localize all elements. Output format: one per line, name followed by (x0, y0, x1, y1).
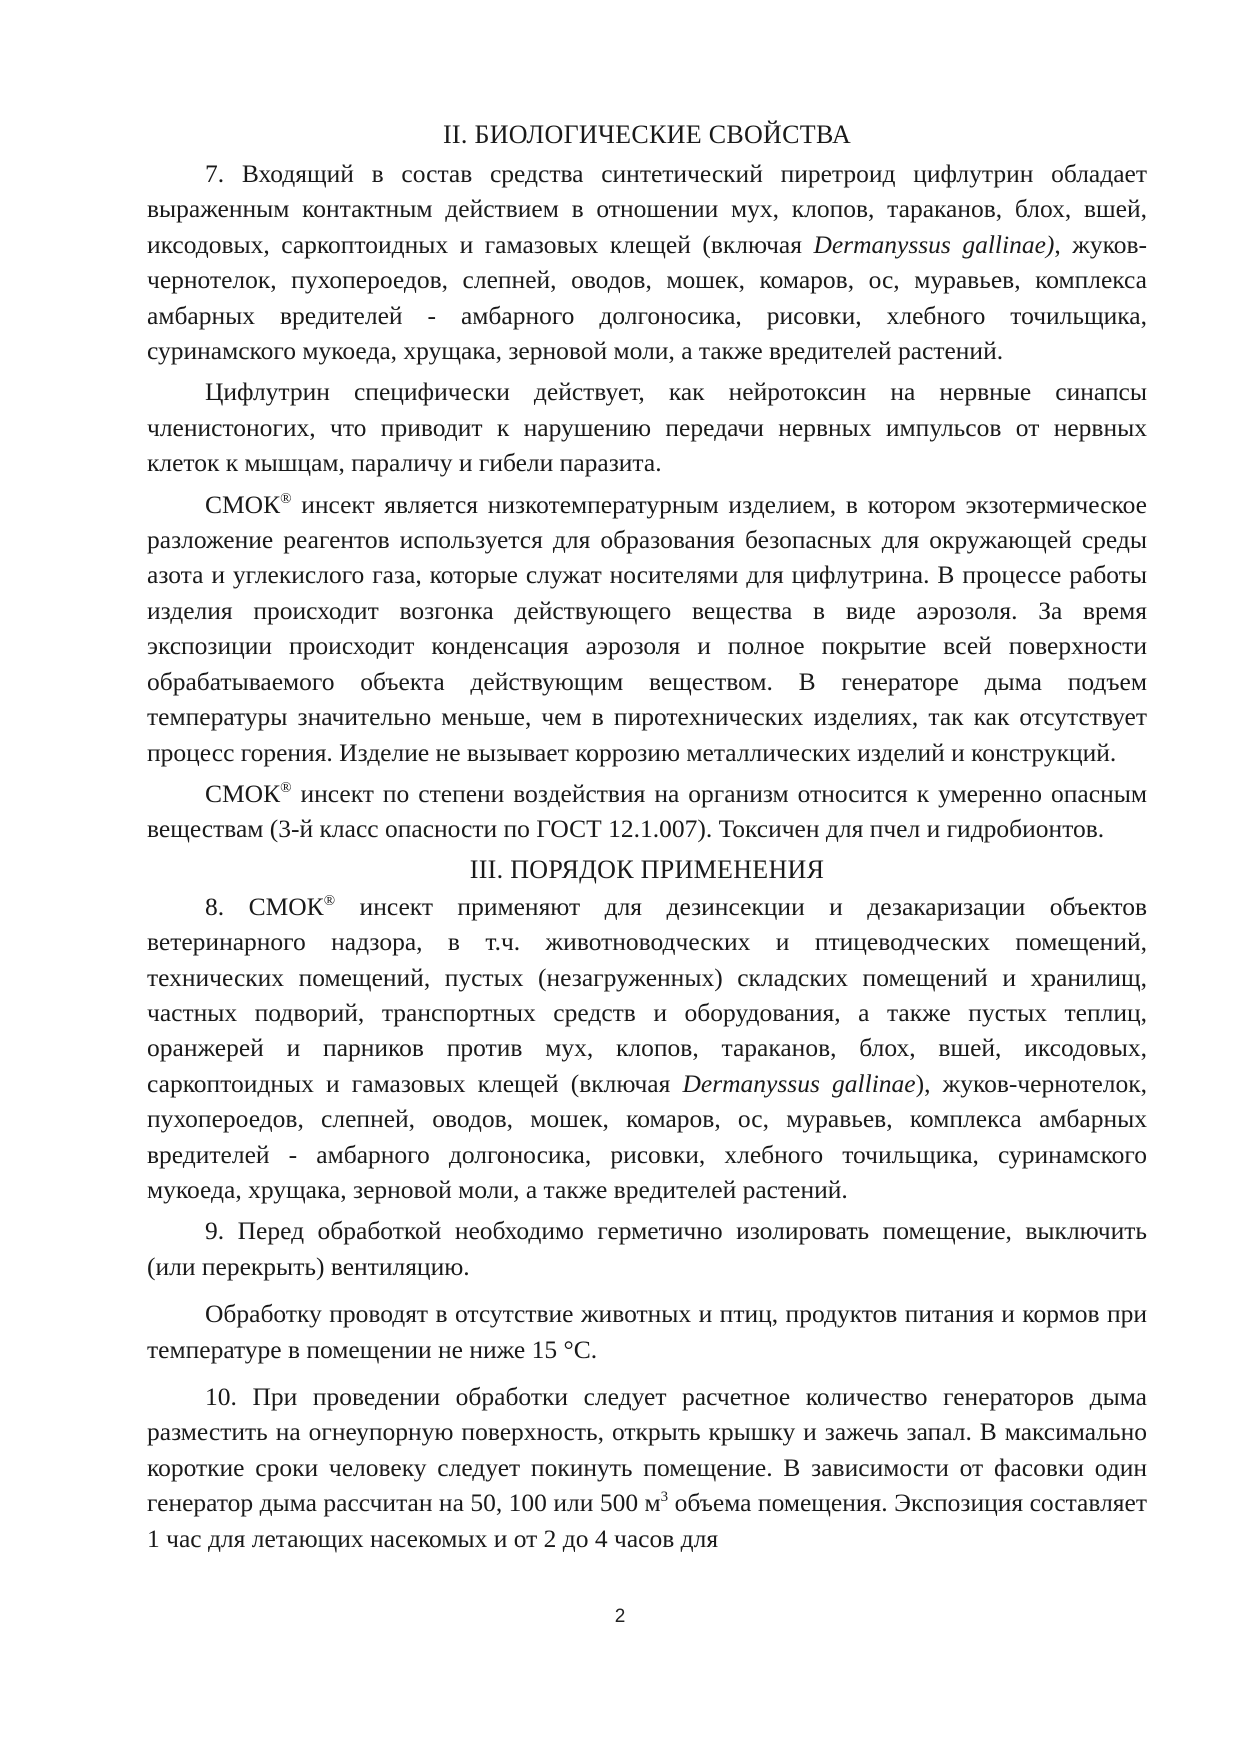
paragraph-8 (147, 889, 1147, 1208)
paragraph-processing-conditions: Обработку проводят в отсутствие животных и птиц, продуктов питания и кормов при температуре в помещении не ниже 15 °С. (147, 1299, 1147, 1364)
species-name-italic: Dermanyssus gallinae (682, 1068, 916, 1098)
paragraph-8-text-b: ), жуков-чернотелок, пухопероедов, слепней, оводов, мошек, комаров, ос, муравьев, комплекса амбарных вредителей - амбарного долгоносика, рисовки, хлебного точильщика, суринамского мукоеда, хрущака, зерновой моли, а также вредителей растений. (147, 1068, 1148, 1204)
document-page (147, 118, 1147, 1564)
paragraph-7-text-b: , жуков-чернотелок, пухопероедов, слепней, оводов, мошек, комаров, ос, муравьев, комплекса амбарных вредителей - амбарного долгоносика, рисовки, хлебного точильщика, суринамского мукоеда, хрущака, зерновой моли, а также вредителей растений. (147, 229, 1147, 366)
section-heading-application-procedure: III. ПОРЯДОК ПРИМЕНЕНИЯ (469, 854, 825, 884)
species-name-italic: Dermanyssus gallinae) (813, 229, 1055, 259)
paragraph-8-text-a: инсект применяют для дезинсекции и дезакаризации объектов ветеринарного надзора, в т.ч. животноводческих и птицеводческих помещений, технических помещений, пустых (незагруженных) складских помещений и хранилищ, частных подворий, транспортных средств и оборудования, а также пустых теплиц, оранжерей и парников против мух, клопов, тараканов, блох, вшей, иксодовых, саркоптоидных и гамазовых клещей (включая (147, 891, 1147, 1098)
paragraph-10-text-b: объема помещения. Экспозиция составляет 1 час для летающих насекомых и от 2 до 4 часов для (147, 1488, 1147, 1553)
registered-mark: ® (280, 490, 292, 507)
paragraph-cyfluthrin-action: Цифлутрин специфически действует, как нейротоксин на нервные синапсы членистоногих, что приводит к нарушению передачи нервных импульсов от нервных клеток к мышцам, параличу и гибели паразита. (147, 377, 1147, 478)
brand-name: СМОК (205, 489, 281, 519)
registered-mark: ® (323, 892, 336, 909)
paragraph-7 (147, 156, 1147, 368)
paragraph-8-prefix: 8. СМОК (205, 891, 324, 921)
paragraph-smok-hazard-class (147, 776, 1147, 847)
paragraph-7-text-a: 7. Входящий в состав средства синтетический пиретроид цифлутрин обладает выраженным контактным действием в отношении мух, клопов, тараканов, блох, вшей, иксодовых, саркоптоидных и гамазовых клещей (включая (147, 159, 1147, 259)
brand-name: СМОК (205, 778, 281, 808)
paragraph-9: 9. Перед обработкой необходимо герметично изолировать помещение, выключить (или перекрыть) вентиляцию. (147, 1216, 1147, 1281)
cubic-superscript: 3 (660, 1489, 669, 1506)
page-number: 2 (614, 1606, 626, 1627)
registered-mark: ® (280, 779, 292, 796)
paragraph-10 (147, 1379, 1147, 1556)
paragraph-10-text-a: 10. При проведении обработки следует расчетное количество генераторов дыма разместить на огнеупорную поверхность, открыть крышку и зажечь запал. В максимально короткие сроки человеку следует покинуть помещение. В зависимости от фасовки один генератор дыма рассчитан на 50, 100 или 500 м (147, 1382, 1147, 1518)
paragraph-smok-description-text: инсект является низкотемпературным изделием, в котором экзотермическое разложение реагентов используется для образования безопасных для окружающей среды азота и углекислого газа, которые служат носителями для цифлутрина. В процессе работы изделия происходит возгонка действующего вещества в виде аэрозоля. За время экспозиции происходит конденсация аэрозоля и полное покрытие всей поверхности обрабатываемого объекта действующим веществом. В генераторе дыма подъем температуры значительно меньше, чем в пиротехнических изделиях, так как отсутствует процесс горения. Изделие не вызывает коррозию металлических изделий и конструкций. (147, 489, 1147, 767)
section-heading-biological-properties: II. БИОЛОГИЧЕСКИЕ СВОЙСТВА (442, 120, 852, 149)
paragraph-smok-description (147, 487, 1147, 770)
paragraph-smok-hazard-text: инсект по степени воздействия на организм относится к умеренно опасным веществам (3-й класс опасности по ГОСТ 12.1.007). Токсичен для пчел и гидробионтов. (147, 778, 1147, 844)
